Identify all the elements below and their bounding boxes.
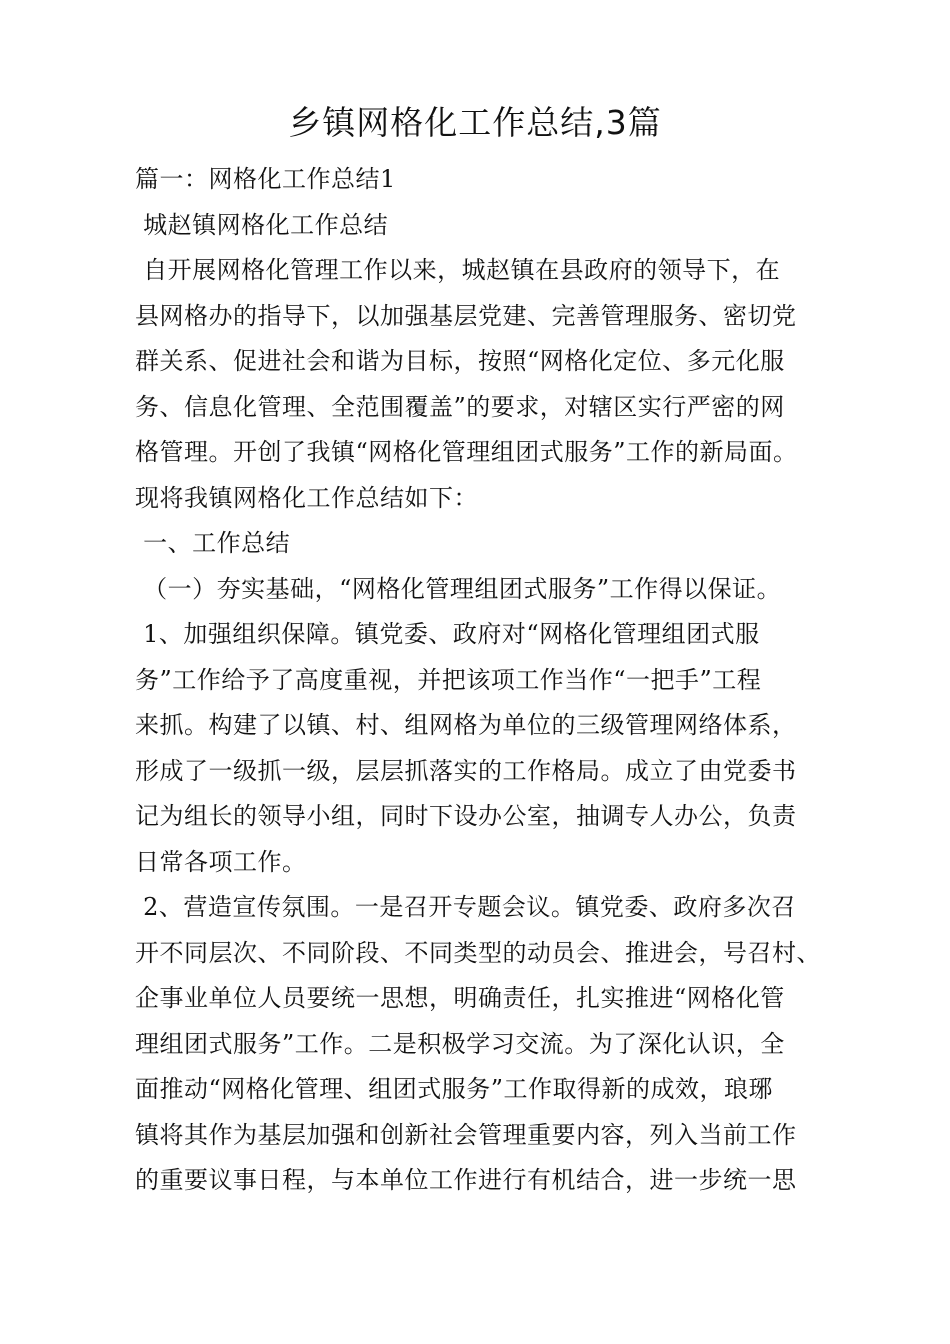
- body-line: 形成了一级抓一级，层层抓落实的工作格局。成立了由党委书: [135, 756, 797, 785]
- body-line: 开不同层次、不同阶段、不同类型的动员会、推进会，号召村、: [135, 938, 821, 967]
- body-line: 县网格办的指导下，以加强基层党建、完善管理服务、密切党: [135, 301, 797, 330]
- body-line: 务、信息化管理、全范围覆盖”的要求，对辖区实行严密的网: [135, 392, 785, 421]
- body-line: 自开展网格化管理工作以来，城赵镇在县政府的领导下，在: [135, 256, 781, 284]
- body-line: 务”工作给予了高度重视，并把该项工作当作“一把手”工程: [135, 665, 762, 694]
- body-line: 面推动“网格化管理、组团式服务”工作取得新的成效，琅琊: [135, 1075, 774, 1103]
- body-line: 一、工作总结: [135, 529, 291, 557]
- body-line: 理组团式服务”工作。二是积极学习交流。为了深化认识，全: [135, 1029, 785, 1058]
- body-line: 记为组长的领导小组，同时下设办公室，抽调专人办公，负责: [135, 802, 797, 830]
- body-line: 镇将其作为基层加强和创新社会管理重要内容，列入当前工作: [135, 1120, 797, 1149]
- body-line: 篇一：网格化工作总结1: [135, 165, 396, 193]
- body-line: 城赵镇网格化工作总结: [135, 210, 389, 239]
- body-line: 来抓。构建了以镇、村、组网格为单位的三级管理网络体系，: [135, 711, 797, 739]
- body-line: 日常各项工作。: [135, 847, 307, 876]
- body-line: 2、营造宣传氛围。一是召开专题会议。镇党委、政府多次召: [135, 893, 796, 921]
- body-line: 企事业单位人员要统一思想，明确责任，扎实推进“网格化管: [135, 984, 785, 1012]
- body-line: 格管理。开创了我镇“网格化管理组团式服务”工作的新局面。: [135, 438, 798, 466]
- document-title: 乡镇网格化工作总结,3篇: [288, 103, 662, 142]
- body-line: 1、加强组织保障。镇党委、政府对“网格化管理组团式服: [135, 620, 760, 648]
- body-line: （一）夯实基础，“网格化管理组团式服务”工作得以保证。: [135, 574, 782, 603]
- body-line: 现将我镇网格化工作总结如下：: [135, 483, 478, 512]
- body-line: 群关系、促进社会和谐为目标，按照“网格化定位、多元化服: [135, 347, 785, 375]
- body-line: 的重要议事日程，与本单位工作进行有机结合，进一步统一思: [135, 1166, 797, 1194]
- document-body: [135, 157, 835, 1204]
